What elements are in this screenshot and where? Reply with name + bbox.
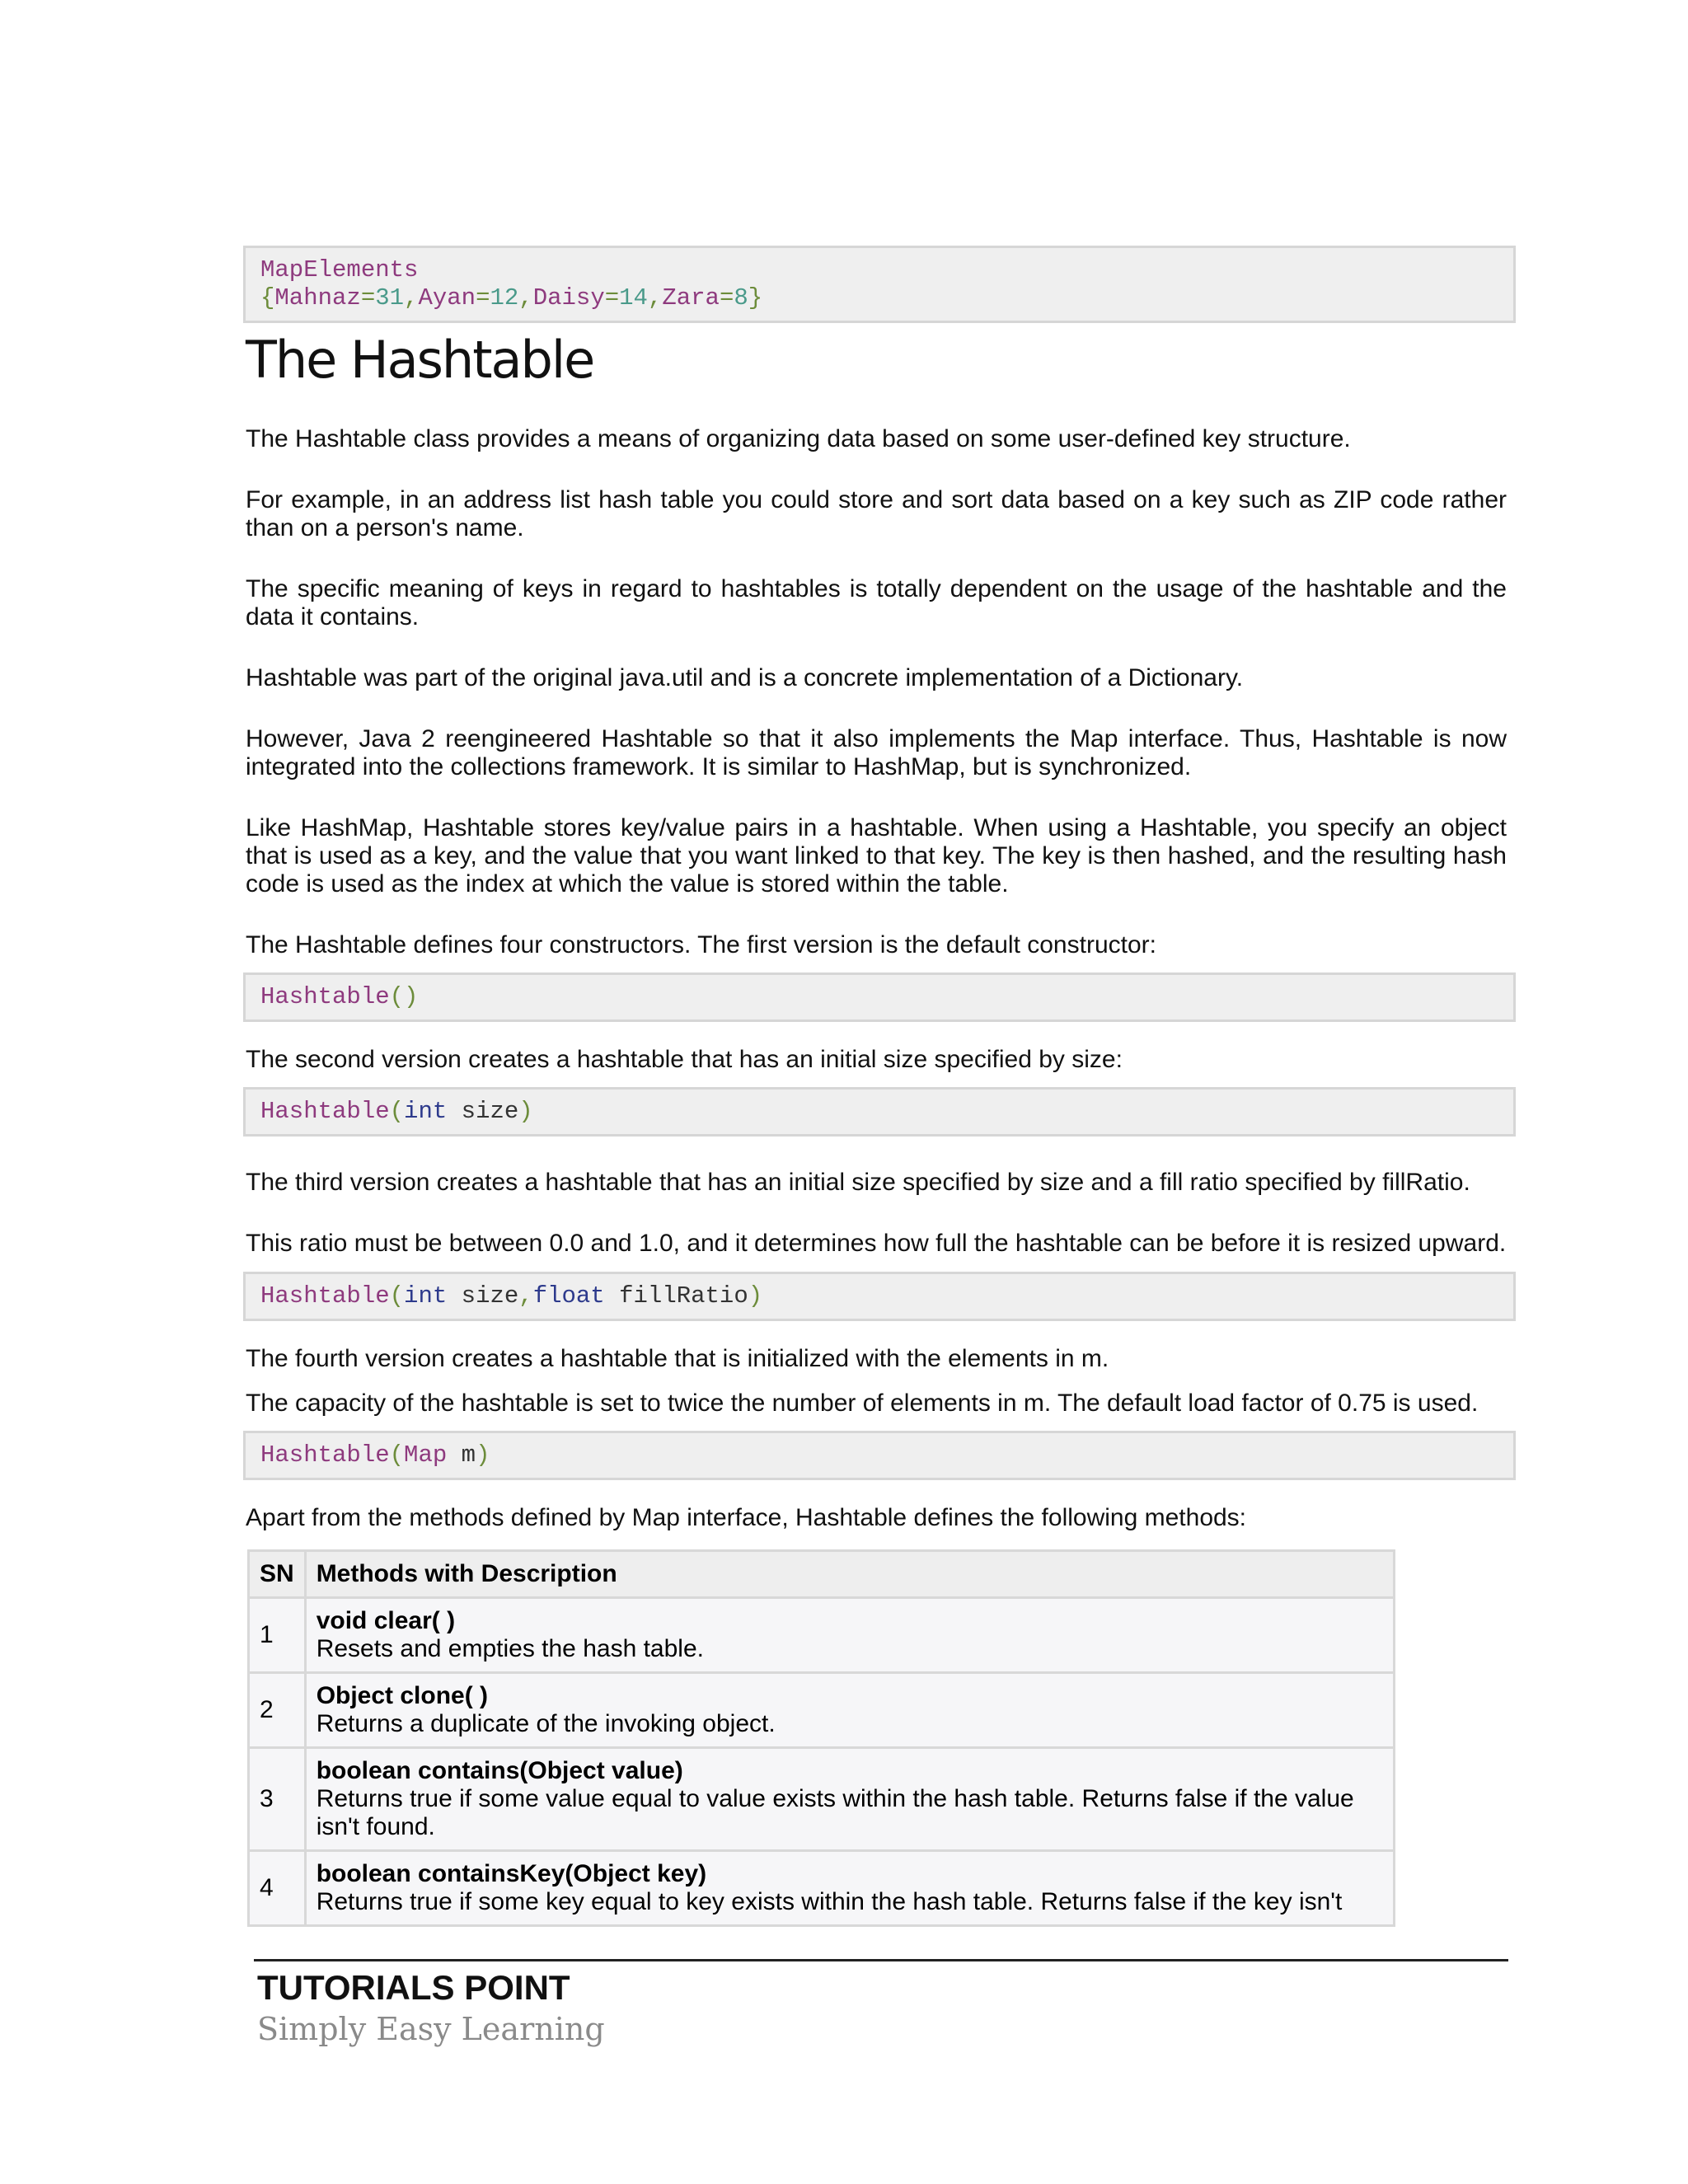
footer-divider [254,1959,1508,1961]
paragraph: The specific meaning of keys in regard to hashtables is totally dependent on the usage of the hashtable and the data it contains. [246,575,1507,630]
method-desc: Returns true if some key equal to key exists within the hash table. Returns false if the key isn't [316,1888,1343,1915]
code-token: Hashtable [260,983,390,1010]
code-token: ) [518,1098,533,1125]
table-row [249,1598,1395,1673]
paragraph: The capacity of the hashtable is set to twice the number of elements in m. The default load factor of 0.75 is used. [246,1390,1479,1417]
footer-tagline: Simply Easy Learning [257,2011,605,2047]
table-row [249,1851,1395,1926]
code-token: , [518,284,533,312]
paragraph: Like HashMap, Hashtable stores key/value pairs in a hashtable. When using a Hashtable, you specify an object that is used as a key, and the value that you want linked to that key. The key is then hashed, and the resulting hash code is used as the index at which the value is stored within the table. [246,814,1507,898]
code-token: = [604,284,620,312]
paragraph: The second version creates a hashtable that has an initial size specified by size: [246,1046,1123,1073]
method-name: boolean contains(Object value) [316,1757,683,1784]
code-token: } [748,284,763,312]
row-sn: 3 [249,1748,306,1851]
method-desc: Returns a duplicate of the invoking object. [316,1710,776,1737]
row-description [305,1673,1394,1748]
code-token: m [447,1441,476,1469]
paragraph: However, Java 2 reengineered Hashtable so that it also implements the Map interface. Thus, Hashtable is now integrated into the collections framework. It is similar to HashMap, but is synchronized. [246,725,1507,780]
code-token: size [447,1282,519,1310]
row-description [305,1748,1394,1851]
code-token: ) [476,1441,490,1469]
column-header-description: Methods with Description [305,1551,1394,1598]
code-token: Daisy [532,284,605,312]
code-token: ( [389,1441,405,1469]
code-token: () [389,983,419,1010]
row-description [305,1598,1394,1673]
code-token: ( [389,1098,405,1125]
paragraph: Hashtable was part of the original java.util and is a concrete implementation of a Dictionary. [246,664,1244,691]
method-name: boolean containsKey(Object key) [316,1860,707,1887]
code-token: = [360,284,376,312]
code-token: 8 [734,284,748,312]
code-token: , [647,284,663,312]
row-sn: 4 [249,1851,306,1926]
code-token: 14 [619,284,648,312]
code-block-constructor-default [243,972,1516,1022]
code-token: Ayan [418,284,476,312]
method-name: void clear( ) [316,1607,456,1634]
code-token: Mahnaz [274,284,361,312]
code-token: fillRatio [604,1282,748,1310]
code-token: ( [389,1282,405,1310]
code-token: 12 [490,284,519,312]
code-token: Hashtable [260,1098,390,1125]
code-block-map-output [243,246,1516,323]
code-token: Map [404,1441,448,1469]
table-header-row [249,1551,1395,1598]
code-block-constructor-map [243,1431,1516,1480]
paragraph: The third version creates a hashtable that has an initial size specified by size and a fill ratio specified by fillRatio. [246,1169,1470,1196]
methods-table [247,1549,1395,1927]
code-block-constructor-size [243,1087,1516,1137]
column-header-sn: SN [249,1551,306,1598]
paragraph: For example, in an address list hash table you could store and sort data based on a key such as ZIP code rather than on a person's name. [246,486,1507,541]
paragraph: The Hashtable defines four constructors. The first version is the default constructor: [246,931,1156,958]
code-token: int [404,1282,448,1310]
code-token: , [518,1282,533,1310]
code-line: MapElements [260,256,419,284]
row-description [305,1851,1394,1926]
code-token: { [260,284,275,312]
code-line [260,284,762,312]
code-token: Hashtable [260,1441,390,1469]
row-sn: 1 [249,1598,306,1673]
code-token: Hashtable [260,1282,390,1310]
method-name: Object clone( ) [316,1682,489,1709]
code-token: ) [748,1282,763,1310]
code-block-constructor-fillratio [243,1272,1516,1321]
code-token: 31 [375,284,405,312]
table-row [249,1673,1395,1748]
method-desc: Returns true if some value equal to value exists within the hash table. Returns false if the value isn't found. [316,1785,1354,1840]
row-sn: 2 [249,1673,306,1748]
section-heading: The Hashtable [246,330,594,390]
table-row [249,1748,1395,1851]
code-token: , [404,284,419,312]
code-token: size [447,1098,519,1125]
method-desc: Resets and empties the hash table. [316,1635,704,1662]
paragraph: This ratio must be between 0.0 and 1.0, and it determines how full the hashtable can be before it is resized upward. [246,1230,1507,1257]
code-token: int [404,1098,448,1125]
footer-brand: TUTORIALS POINT [257,1968,570,2007]
code-token: = [476,284,490,312]
paragraph: Apart from the methods defined by Map interface, Hashtable defines the following methods: [246,1504,1247,1531]
code-token: Zara [662,284,720,312]
paragraph: The Hashtable class provides a means of organizing data based on some user-defined key structure. [246,425,1351,452]
code-token: = [719,284,734,312]
code-token: float [532,1282,605,1310]
paragraph: The fourth version creates a hashtable that is initialized with the elements in m. [246,1345,1109,1372]
